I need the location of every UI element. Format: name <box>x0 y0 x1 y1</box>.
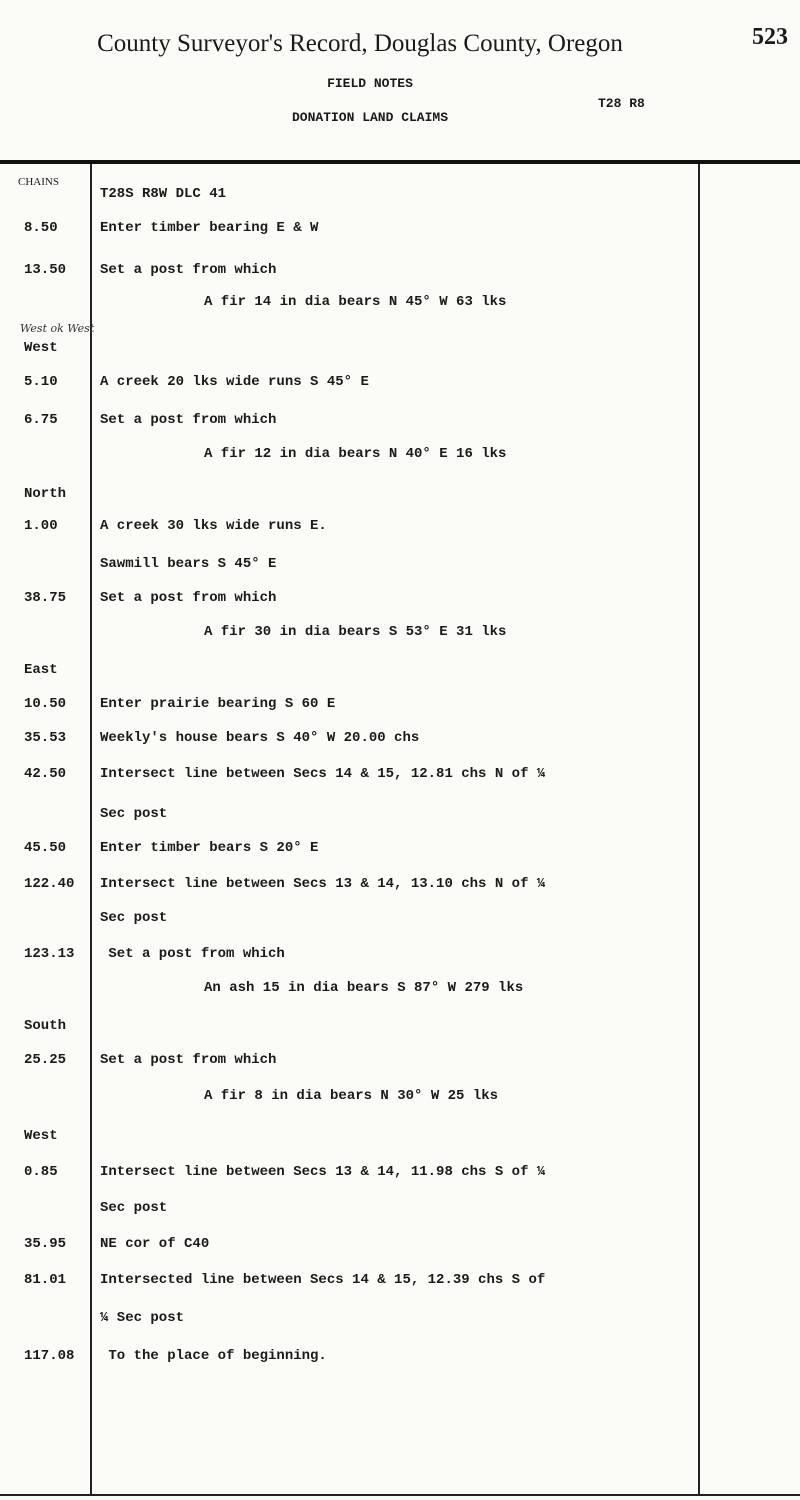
table-row <box>0 516 700 536</box>
note-text: Set a post from which <box>100 262 277 278</box>
chains-value: 0.85 <box>24 1164 58 1180</box>
table-row <box>0 484 700 504</box>
note-text: Sec post <box>100 1200 168 1216</box>
record-title: County Surveyor's Record, Douglas County, Oregon <box>97 30 623 57</box>
table-row <box>0 372 700 392</box>
note-text: Intersect line between Secs 13 & 14, 13.10 chs N of ¼ <box>100 876 546 892</box>
table-row <box>0 1162 700 1182</box>
chains-value: 5.10 <box>24 374 58 390</box>
chains-value: 8.50 <box>24 220 58 236</box>
table-row <box>0 944 700 964</box>
table-row <box>0 184 700 204</box>
chains-value: 81.01 <box>24 1272 67 1288</box>
table-row <box>0 444 700 464</box>
top-rule <box>0 160 800 164</box>
township-range: T28 R8 <box>598 96 645 111</box>
table-row <box>0 1346 700 1366</box>
table-row <box>0 1016 700 1036</box>
handwritten-margin-note: West ok West <box>20 322 95 335</box>
table-row <box>0 1198 700 1218</box>
chains-column-header: CHAINS <box>18 176 59 188</box>
chains-value: East <box>24 662 58 678</box>
chains-value: 1.00 <box>24 518 58 534</box>
note-text: A creek 20 lks wide runs S 45° E <box>100 374 369 390</box>
note-text: Enter timber bears S 20° E <box>100 840 319 856</box>
note-text: Set a post from which <box>100 590 277 606</box>
right-margin-divider <box>698 164 700 1496</box>
page-number: 523 <box>752 24 788 50</box>
table-row <box>0 260 700 280</box>
note-text: Weekly's house bears S 40° W 20.00 chs <box>100 730 420 746</box>
bottom-rule <box>0 1494 800 1496</box>
chains-value: 13.50 <box>24 262 67 278</box>
chains-value: West <box>24 1128 58 1144</box>
note-text: Intersect line between Secs 13 & 14, 11.98 chs S of ¼ <box>100 1164 546 1180</box>
chains-value: 35.95 <box>24 1236 67 1252</box>
note-text: Enter prairie bearing S 60 E <box>100 696 336 712</box>
note-text: Set a post from which <box>100 946 285 962</box>
chains-value: 6.75 <box>24 412 58 428</box>
table-row <box>0 978 700 998</box>
table-row <box>0 1086 700 1106</box>
table-row <box>0 218 700 238</box>
field-notes-heading: FIELD NOTES <box>327 76 413 91</box>
chains-value: 35.53 <box>24 730 67 746</box>
table-row <box>0 622 700 642</box>
chains-value: 38.75 <box>24 590 67 606</box>
table-row <box>0 1270 700 1290</box>
note-text: Enter timber bearing E & W <box>100 220 319 236</box>
note-text: ¼ Sec post <box>100 1310 185 1326</box>
note-text: Sawmill bears S 45° E <box>100 556 277 572</box>
table-row <box>0 874 700 894</box>
note-text: A fir 12 in dia bears N 40° E 16 lks <box>204 446 507 462</box>
note-text: NE cor of C40 <box>100 1236 210 1252</box>
note-text: A creek 30 lks wide runs E. <box>100 518 327 534</box>
table-row <box>0 908 700 928</box>
chains-value: 10.50 <box>24 696 67 712</box>
chains-column-divider <box>90 164 92 1496</box>
chains-value: West <box>24 340 58 356</box>
note-text: A fir 14 in dia bears N 45° W 63 lks <box>204 294 507 310</box>
chains-value: South <box>24 1018 67 1034</box>
table-row <box>0 660 700 680</box>
note-text: An ash 15 in dia bears S 87° W 279 lks <box>204 980 524 996</box>
table-row <box>0 838 700 858</box>
table-row <box>0 1234 700 1254</box>
chains-value: 122.40 <box>24 876 75 892</box>
table-row <box>0 410 700 430</box>
note-text: A fir 30 in dia bears S 53° E 31 lks <box>204 624 507 640</box>
note-text: Intersect line between Secs 14 & 15, 12.81 chs N of ¼ <box>100 766 546 782</box>
table-row <box>0 1050 700 1070</box>
chains-value: North <box>24 486 67 502</box>
table-row <box>0 554 700 574</box>
note-text: T28S R8W DLC 41 <box>100 186 227 202</box>
note-text: Intersected line between Secs 14 & 15, 12.39 chs S of <box>100 1272 546 1288</box>
table-row <box>0 588 700 608</box>
note-text: Set a post from which <box>100 1052 277 1068</box>
section-heading: DONATION LAND CLAIMS <box>291 110 449 125</box>
table-row <box>0 728 700 748</box>
table-row <box>0 804 700 824</box>
chains-value: 123.13 <box>24 946 75 962</box>
note-text: Sec post <box>100 806 168 822</box>
note-text: A fir 8 in dia bears N 30° W 25 lks <box>204 1088 499 1104</box>
table-row <box>0 292 700 312</box>
chains-value: 25.25 <box>24 1052 67 1068</box>
table-row <box>0 1126 700 1146</box>
table-row <box>0 764 700 784</box>
note-text: To the place of beginning. <box>100 1348 327 1364</box>
chains-value: 45.50 <box>24 840 67 856</box>
note-text: Sec post <box>100 910 168 926</box>
note-text: Set a post from which <box>100 412 277 428</box>
table-row <box>0 338 700 358</box>
table-row <box>0 1308 700 1328</box>
chains-value: 42.50 <box>24 766 67 782</box>
chains-value: 117.08 <box>24 1348 75 1364</box>
table-row <box>0 694 700 714</box>
